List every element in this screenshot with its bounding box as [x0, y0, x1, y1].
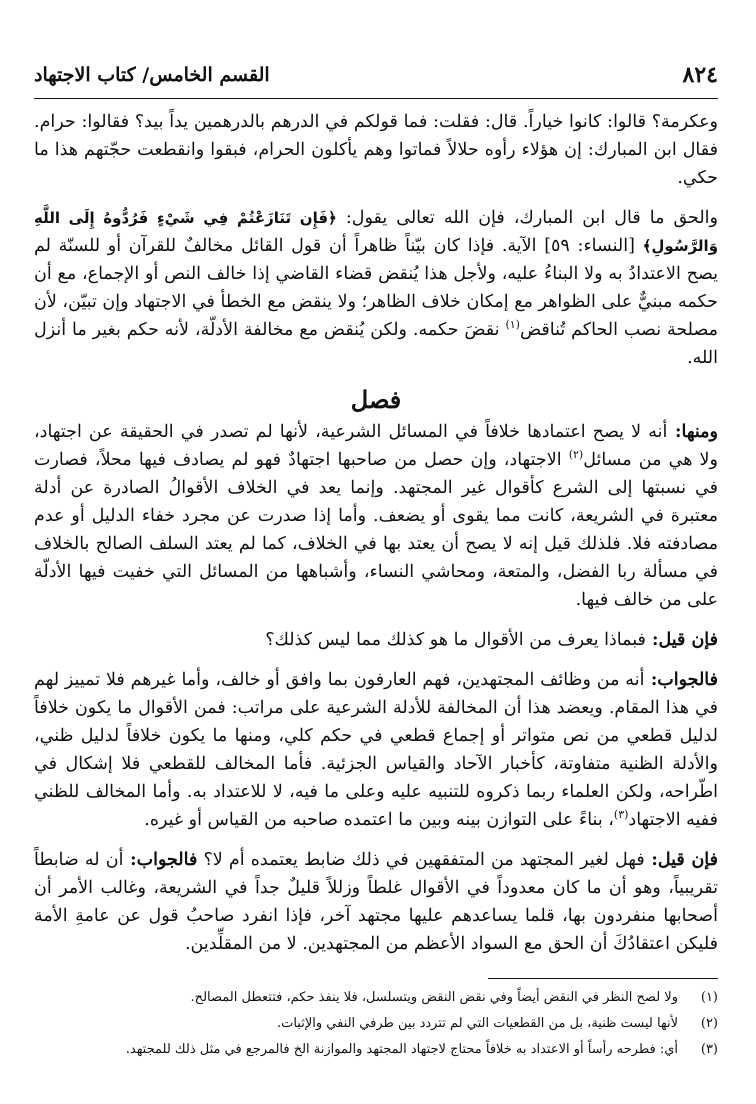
paragraph-2-text-a: والحق ما قال ابن المبارك، فإن الله تعالى يقول: — [336, 208, 718, 228]
footnote-number: (٣) — [700, 1042, 718, 1057]
quran-verse: ﴿فَإِن تَنَازَعْتُمْ فِي شَيْءٍ فَرُدُّوهُ إِلَى اللَّهِ وَالرَّسُولِ﴾ — [34, 209, 719, 255]
paragraph-2-text-c: نقضَ حكمه. ولكن يُنقض مع مخالفة الأدلّة، لأنه حكم بغير ما أنزل الله. — [34, 320, 718, 368]
section-heading: فصل — [350, 385, 402, 414]
paragraph-6 — [34, 846, 718, 958]
footnote — [34, 1037, 718, 1063]
paragraph-6-text-b: أن له ضابطاً تقريبياً، وهو أن ما كان معدوداً في الأقوال غلطاً وزللاً قليلٌ جداً في الشريعة، وغالب الأمر أن أصحابها منفردون بها، قلما يساعدهم عليها مجتهد آخر، فإذا انفرد صاحبُ قول عن عامةِ الأمة فليكن اعتقادُكَ أن الحق مع السواد الأعظم من المجتهدين. لا من المقلِّدين. — [34, 850, 718, 954]
paragraph-5-lead: فالجواب: — [644, 670, 718, 690]
paragraph-5-text-b: ، بناءً على التوازن بينه وبين ما اعتمده صاحبه من القياس أو غيره. — [144, 810, 614, 830]
paragraph-4-lead: فإن قيل: — [645, 630, 718, 650]
paragraph-3-lead: ومنها: — [667, 422, 718, 442]
page-header — [34, 58, 718, 99]
paragraph-4 — [34, 626, 718, 654]
footnote-text: لأنها ليست ظنية، بل من القطعيات التي لم تتردد بين طرفي النفي والإثبات. — [276, 1016, 678, 1031]
footnote — [34, 985, 718, 1011]
footnote-ref-1: (١) — [505, 318, 520, 332]
footnote-ref-2: (٢) — [568, 448, 584, 462]
footnote-text: ولا لصح النظر في النقض أيضاً وفي نقض النقض ويتسلسل، فلا ينفذ حكم، فتتعطل المصالح. — [190, 990, 678, 1005]
paragraph-3 — [34, 418, 718, 614]
paragraph-5-text-a: أنه من وظائف المجتهدين، فهم العارفون بما وافق أو خالف، وأما غيرهم فلا تمييز لهم في هذا المقام. ويعضد هذا أن المخالفة للأدلة الشرعية على مراتب: فمن الأقوال ما يكون خلافاً لدليل قطعي من نص متواتر أو إجماع قطعي في حكم كلي، ومنها ما يكون خلافاً لدليل ظني، والأدلة الظنية متفاوتة، كأخبار الآحاد والقياس الجزئية. فأما المخالف للقطعي فلا إشكال في اطّراحه، ولكن العلماء ربما ذكروه للتنبيه عليه وعلى ما فيه، لا للاعتداد به. وأما المخالف للظني ففيه الاجتهاد — [34, 670, 718, 830]
paragraph-3-text-a: أنه لا يصح اعتمادها خلافاً في المسائل الشرعية، لأنها لم تصدر في الحقيقة عن اجتهاد، ولا هي من مسائل — [34, 422, 718, 470]
paragraph-1: وعكرمة؟ قالوا: كانوا خياراً. قال: فقلت: فما قولكم في الدرهم بالدرهمين يداً بيد؟ فقالوا: حرام. فقال ابن المبارك: إن هؤلاء رأوه حلالاً فماتوا وهم يأكلون الحرام، فبقوا وانقطعت حجّتهم هذا ما حكي. — [34, 112, 718, 188]
running-title: القسم الخامس/ كتاب الاجتهاد — [34, 64, 270, 86]
footnote-text: أي: فطرحه رأساً أو الاعتداد به خلافاً محتاج لاجتهاد المجتهد والموازنة الخ فالمرجع في مثل ذلك للمجتهد. — [125, 1042, 678, 1057]
paragraph-5 — [34, 666, 718, 834]
footnote-number: (٢) — [700, 1016, 718, 1031]
footnote-ref-3: (٣) — [613, 808, 629, 822]
footnote — [34, 1011, 718, 1037]
page-number: ٨٢٤ — [682, 62, 718, 88]
paragraph-2 — [34, 204, 718, 372]
footnote-number: (١) — [700, 990, 718, 1005]
footnote-divider — [488, 978, 718, 979]
footnotes — [34, 978, 718, 1063]
paragraph-2-text-b: [النساء: ٥٩] الآية. فإذا كان بيّناً ظاهراً أن قول القائل مخالفٌ للقرآن أو للسنّة لم يصح الاعتدادُ به ولا البناءُ عليه، ولأجل هذا يُنقض قضاء القاضي إذا خالف النص أو الإجماع، مع أن حكمه مبنيٌّ على الظواهر مع إمكان خلاف الظاهر؛ ولا ينقض مع الخطأ في الاجتهاد وإن تبيّن، لأن مصلحة نصب الحاكم تُناقض — [34, 236, 719, 340]
paragraph-6-lead-2: فالجواب: — [123, 850, 198, 870]
main-text — [34, 108, 718, 958]
paragraph-6-text-a: فهل لغير المجتهد من المتفقهين في ذلك ضابط يعتمده أم لا؟ — [197, 850, 645, 870]
paragraph-3-text-b: الاجتهاد، وإن حصل من صاحبها اجتهادٌ فهو لم يصادف فيها محلاً، فصارت في نسبتها إلى الشرع كأقوال غير المجتهد. وإنما يعد في الخلاف الأقوالُ الصادرة عن أدلة معتبرة في الشريعة، كانت مما يقوى أو يضعف. وأما إذا صدرت عن مجرد خفاء الدليل أو عدم مصادفته فلا. فلذلك قيل إنه لا يصح أن يعتد بها في الخلاف، كما لم يعتد السلف الصالح بالخلاف في مسألة ربا الفضل، والمتعة، ومحاشي النساء، وأشباهها من المسائل التي خفيت فيها الأدلّة على من خالف فيها. — [34, 450, 718, 610]
paragraph-4-text: فبماذا يعرف من الأقوال ما هو كذلك مما ليس كذلك؟ — [265, 630, 646, 650]
paragraph-6-lead: فإن قيل: — [644, 850, 718, 870]
